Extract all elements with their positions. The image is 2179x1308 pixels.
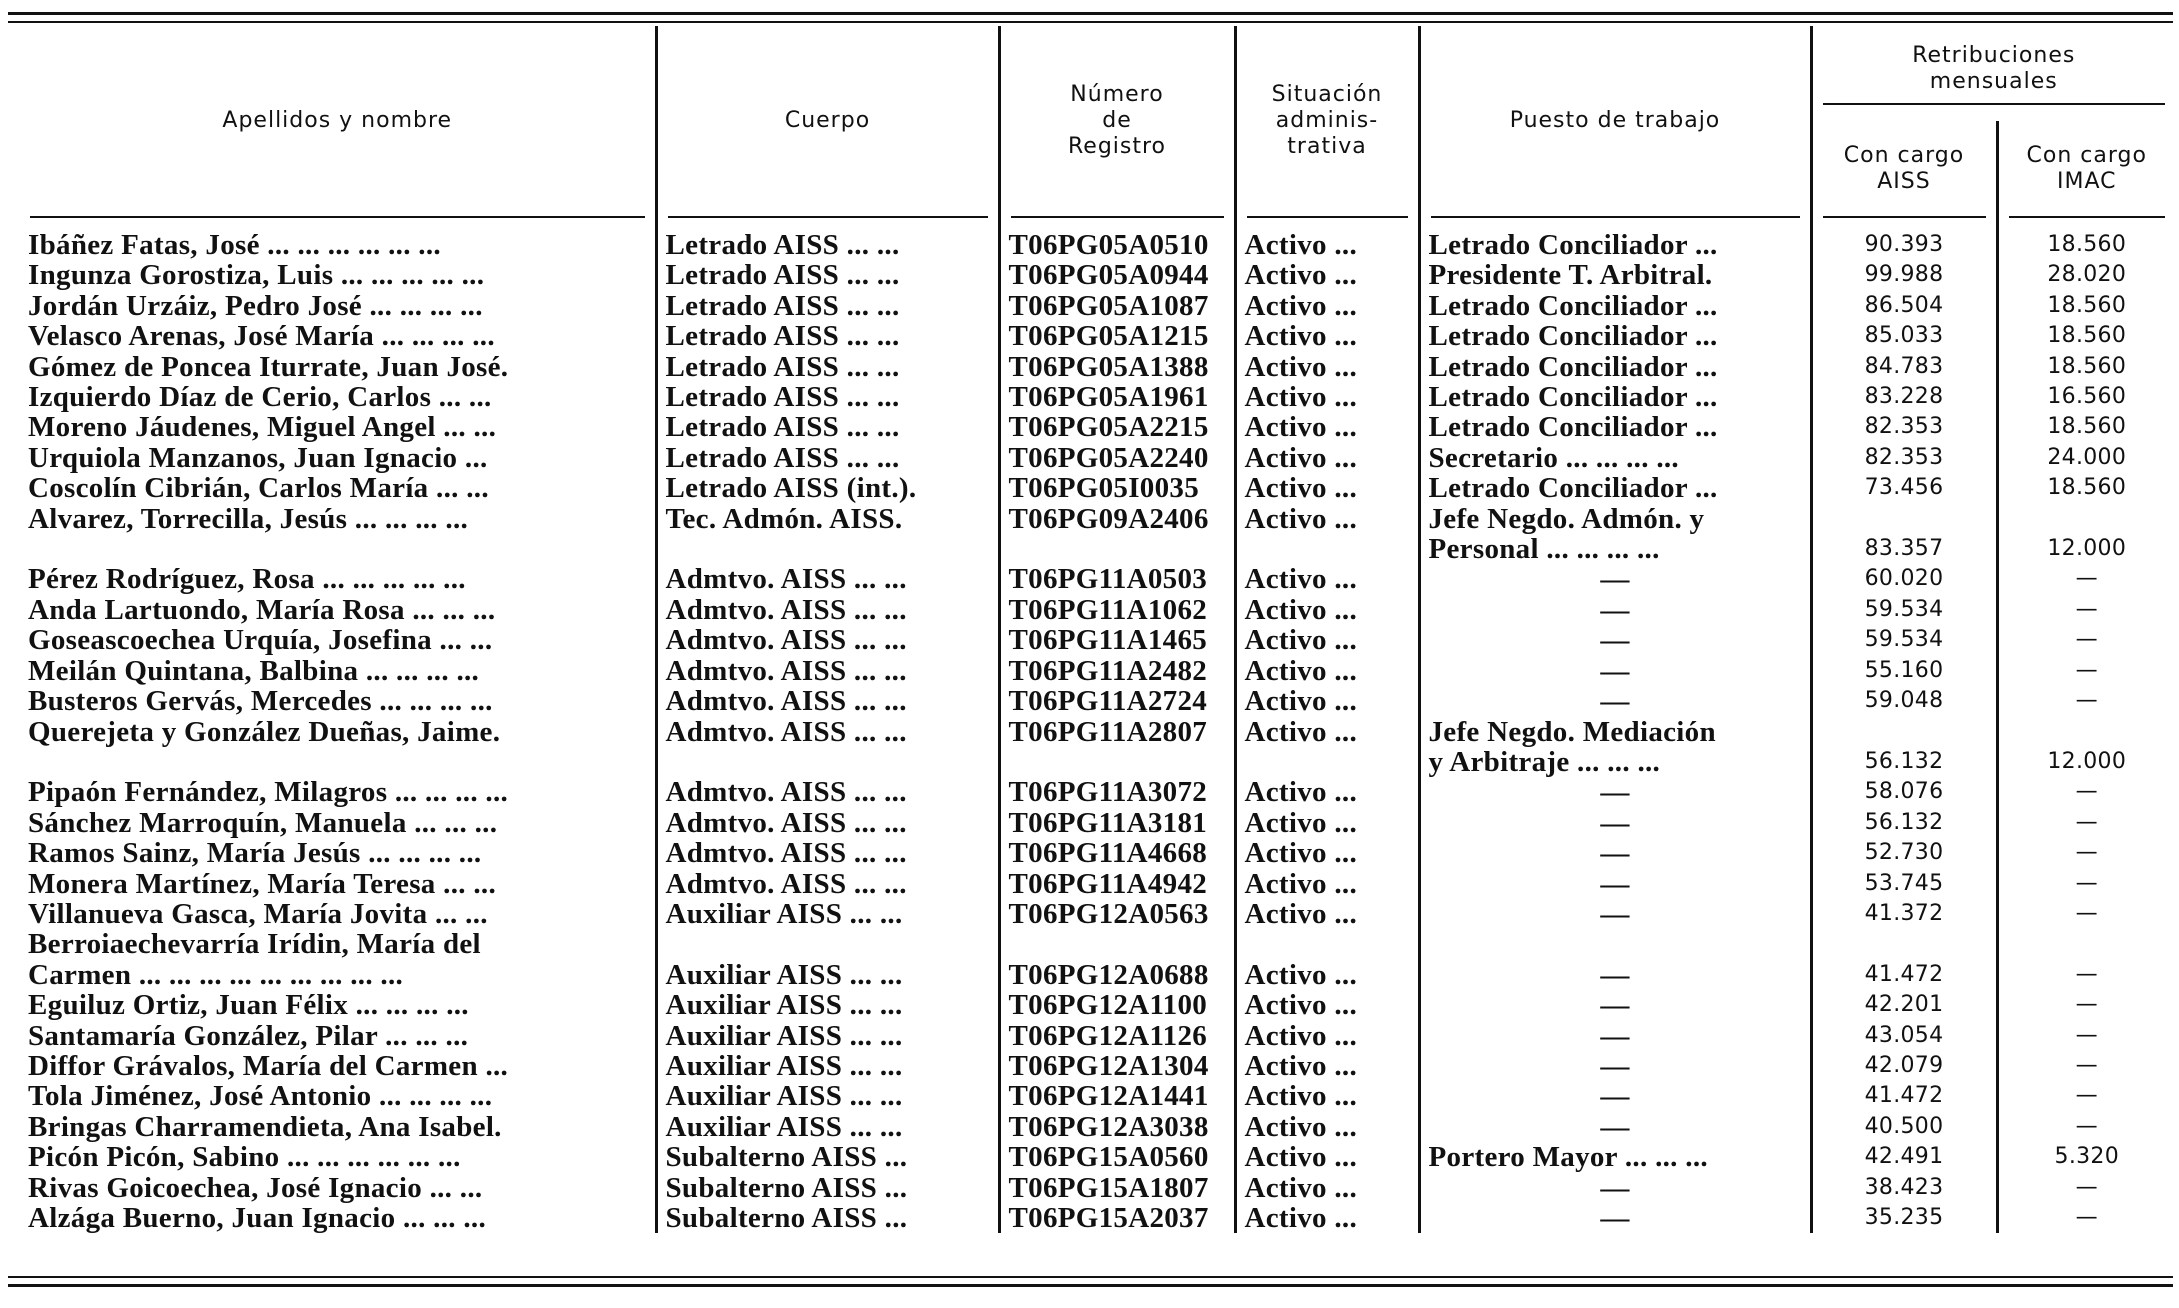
registro-cell: T06PG05A2215 (999, 412, 1235, 442)
name-cell: Gómez de Poncea Iturrate, Juan José. (28, 350, 509, 383)
cuerpo-cell: Admtvo. AISS ... ... (656, 838, 999, 868)
puesto-cell: Letrado Conciliador ... (1419, 382, 1811, 412)
situacion-cell: Activo ... (1235, 218, 1419, 260)
table-row (20, 1203, 2175, 1233)
top-rule-thick (8, 12, 2173, 15)
aiss-amount: 42.491 (1811, 1142, 1997, 1172)
imac-amount: 24.000 (1997, 443, 2175, 473)
registro-cell: T06PG11A2482 (999, 656, 1235, 686)
name-cell: Goseascoechea Urquía, Josefina ... ... (28, 624, 493, 657)
registro-cell: T06PG05A0510 (999, 218, 1235, 260)
aiss-amount: 73.456 (1811, 473, 1997, 503)
aiss-amount: 83.357 (1811, 504, 1997, 565)
situacion-cell: Activo ... (1235, 412, 1419, 442)
table-row (20, 1142, 2175, 1172)
imac-amount: 18.560 (1997, 321, 2175, 351)
aiss-amount: 41.472 (1811, 929, 1997, 990)
imac-amount: — (1997, 1203, 2175, 1233)
cuerpo-cell: Letrado AISS ... ... (656, 291, 999, 321)
puesto-cell: Letrado Conciliador ... (1419, 352, 1811, 382)
table-row (20, 869, 2175, 899)
aiss-amount: 35.235 (1811, 1203, 1997, 1233)
table-row (20, 564, 2175, 594)
situacion-cell: Activo ... (1235, 838, 1419, 868)
table-row (20, 1051, 2175, 1081)
registro-cell: T06PG11A2807 (999, 717, 1235, 778)
name-cell: Santamaría González, Pilar ... ... ... (28, 1019, 469, 1052)
name-cell: Monera Martínez, María Teresa ... ... (28, 867, 497, 900)
aiss-amount: 38.423 (1811, 1173, 1997, 1203)
registro-cell: T06PG15A2037 (999, 1203, 1235, 1233)
cuerpo-cell: Subalterno AISS ... (656, 1142, 999, 1172)
situacion-cell: Activo ... (1235, 291, 1419, 321)
imac-amount: — (1997, 869, 2175, 899)
puesto-cell: — (1419, 1081, 1811, 1111)
table-row (20, 686, 2175, 716)
imac-amount: 18.560 (1997, 473, 2175, 503)
table-row (20, 656, 2175, 686)
situacion-cell: Activo ... (1235, 869, 1419, 899)
situacion-cell: Activo ... (1235, 656, 1419, 686)
registro-cell: T06PG12A1126 (999, 1021, 1235, 1051)
puesto-cell: — (1419, 1112, 1811, 1142)
aiss-amount: 42.201 (1811, 990, 1997, 1020)
cuerpo-cell: Letrado AISS ... ... (656, 382, 999, 412)
header-registro: Número de Registro (999, 26, 1235, 218)
imac-amount: 16.560 (1997, 382, 2175, 412)
situacion-cell: Activo ... (1235, 504, 1419, 565)
situacion-cell: Activo ... (1235, 595, 1419, 625)
name-cell: Querejeta y González Dueñas, Jaime. (28, 715, 501, 748)
puesto-cell: — (1419, 595, 1811, 625)
cuerpo-cell: Auxiliar AISS ... ... (656, 1081, 999, 1111)
puesto-cell: — (1419, 564, 1811, 594)
name-cell: Ibáñez Fatas, José ... ... ... ... ... ... (28, 229, 441, 261)
name-cell: Meilán Quintana, Balbina ... ... ... ... (28, 654, 480, 687)
puesto-cell: — (1419, 1051, 1811, 1081)
name-cell: Moreno Jáudenes, Miguel Angel ... ... (28, 411, 497, 444)
table-row (20, 717, 2175, 778)
situacion-cell: Activo ... (1235, 808, 1419, 838)
table-row (20, 1173, 2175, 1203)
registro-cell: T06PG05A0944 (999, 260, 1235, 290)
cuerpo-cell: Auxiliar AISS ... ... (656, 899, 999, 929)
bottom-rule-thick (8, 1284, 2173, 1287)
situacion-cell: Activo ... (1235, 382, 1419, 412)
imac-amount: 18.560 (1997, 218, 2175, 260)
aiss-amount: 56.132 (1811, 808, 1997, 838)
aiss-amount: 83.228 (1811, 382, 1997, 412)
table-row (20, 504, 2175, 565)
name-cell: Pérez Rodríguez, Rosa ... ... ... ... ... (28, 563, 466, 596)
puesto-cell: — (1419, 838, 1811, 868)
situacion-cell: Activo ... (1235, 1142, 1419, 1172)
table-row (20, 382, 2175, 412)
situacion-cell: Activo ... (1235, 625, 1419, 655)
header-situacion: Situación adminis- trativa (1235, 26, 1419, 218)
header-retribuciones: Retribuciones mensuales (1811, 26, 2175, 121)
situacion-cell: Activo ... (1235, 260, 1419, 290)
cuerpo-cell: Letrado AISS ... ... (656, 352, 999, 382)
header-aiss: Con cargo AISS (1811, 121, 1997, 218)
puesto-cell: — (1419, 990, 1811, 1020)
puesto-cell: — (1419, 686, 1811, 716)
registro-cell: T06PG12A1304 (999, 1051, 1235, 1081)
imac-amount: 18.560 (1997, 352, 2175, 382)
name-cell: Alvarez, Torrecilla, Jesús ... ... ... ... (28, 502, 469, 535)
imac-amount: 12.000 (1997, 504, 2175, 565)
aiss-amount: 40.500 (1811, 1112, 1997, 1142)
puesto-cell: Letrado Conciliador ... (1419, 412, 1811, 442)
registro-cell: T06PG12A0563 (999, 899, 1235, 929)
puesto-cell: Presidente T. Arbitral. (1419, 260, 1811, 290)
puesto-cell: — (1419, 1173, 1811, 1203)
situacion-cell: Activo ... (1235, 990, 1419, 1020)
aiss-amount: 41.372 (1811, 899, 1997, 929)
situacion-cell: Activo ... (1235, 352, 1419, 382)
puesto-cell: — (1419, 625, 1811, 655)
puesto-cell: — (1419, 1203, 1811, 1233)
name-cell: Pipaón Fernández, Milagros ... ... ... ... (28, 776, 509, 809)
registro-cell: T06PG05A1388 (999, 352, 1235, 382)
table-row (20, 260, 2175, 290)
imac-amount: 12.000 (1997, 717, 2175, 778)
table-row (20, 291, 2175, 321)
name-cell: Ingunza Gorostiza, Luis ... ... ... ... ... (28, 259, 485, 292)
imac-amount: — (1997, 564, 2175, 594)
imac-amount: — (1997, 899, 2175, 929)
imac-amount: — (1997, 777, 2175, 807)
situacion-cell: Activo ... (1235, 1051, 1419, 1081)
aiss-amount: 86.504 (1811, 291, 1997, 321)
puesto-cell: Letrado Conciliador ... (1419, 291, 1811, 321)
name-cell: Jordán Urzáiz, Pedro José ... ... ... ... (28, 289, 483, 322)
cuerpo-cell: Admtvo. AISS ... ... (656, 869, 999, 899)
aiss-amount: 41.472 (1811, 1081, 1997, 1111)
imac-amount: — (1997, 686, 2175, 716)
situacion-cell: Activo ... (1235, 929, 1419, 990)
table-row (20, 929, 2175, 990)
situacion-cell: Activo ... (1235, 1081, 1419, 1111)
name-cell: Villanueva Gasca, María Jovita ... ... (28, 897, 488, 930)
cuerpo-cell: Letrado AISS ... ... (656, 260, 999, 290)
table-row (20, 218, 2175, 260)
registro-cell: T06PG15A0560 (999, 1142, 1235, 1172)
name-cell: Urquiola Manzanos, Juan Ignacio ... (28, 441, 488, 474)
cuerpo-cell: Auxiliar AISS ... ... (656, 1021, 999, 1051)
aiss-amount: 42.079 (1811, 1051, 1997, 1081)
aiss-amount: 85.033 (1811, 321, 1997, 351)
puesto-cell: Portero Mayor ... ... ... (1419, 1142, 1811, 1172)
table-row (20, 625, 2175, 655)
table-row (20, 321, 2175, 351)
cuerpo-cell: Letrado AISS ... ... (656, 321, 999, 351)
puesto-cell: Letrado Conciliador ... (1419, 473, 1811, 503)
name-cell: Picón Picón, Sabino ... ... ... ... ... ... (28, 1141, 461, 1174)
aiss-amount: 52.730 (1811, 838, 1997, 868)
registro-cell: T06PG12A1441 (999, 1081, 1235, 1111)
aiss-amount: 43.054 (1811, 1021, 1997, 1051)
puesto-cell: — (1419, 929, 1811, 990)
imac-amount: — (1997, 625, 2175, 655)
name-cell: Sánchez Marroquín, Manuela ... ... ... (28, 806, 498, 839)
name-cell: Rivas Goicoechea, José Ignacio ... ... (28, 1171, 483, 1204)
situacion-cell: Activo ... (1235, 321, 1419, 351)
cuerpo-cell: Auxiliar AISS ... ... (656, 990, 999, 1020)
bottom-rule-thin (8, 1276, 2173, 1278)
registro-cell: T06PG11A3181 (999, 808, 1235, 838)
header-cuerpo: Cuerpo (656, 26, 999, 218)
puesto-cell: Secretario ... ... ... ... (1419, 443, 1811, 473)
cuerpo-cell: Letrado AISS ... ... (656, 412, 999, 442)
aiss-amount: 59.534 (1811, 625, 1997, 655)
name-cell: Coscolín Cibrián, Carlos María ... ... (28, 472, 489, 505)
cuerpo-cell: Admtvo. AISS ... ... (656, 686, 999, 716)
aiss-amount: 58.076 (1811, 777, 1997, 807)
registro-cell: T06PG11A4668 (999, 838, 1235, 868)
table-row (20, 777, 2175, 807)
registro-cell: T06PG11A1465 (999, 625, 1235, 655)
staff-table (20, 26, 2175, 1233)
name-cell: Izquierdo Díaz de Cerio, Carlos ... ... (28, 381, 492, 414)
imac-amount: 18.560 (1997, 291, 2175, 321)
puesto-cell: — (1419, 808, 1811, 838)
cuerpo-cell: Admtvo. AISS ... ... (656, 808, 999, 838)
cuerpo-cell: Auxiliar AISS ... ... (656, 1112, 999, 1142)
header-puesto: Puesto de trabajo (1419, 26, 1811, 218)
registro-cell: T06PG05A1087 (999, 291, 1235, 321)
registro-cell: T06PG11A1062 (999, 595, 1235, 625)
registro-cell: T06PG11A0503 (999, 564, 1235, 594)
imac-amount: — (1997, 1112, 2175, 1142)
cuerpo-cell: Admtvo. AISS ... ... (656, 564, 999, 594)
imac-amount: — (1997, 1081, 2175, 1111)
aiss-amount: 55.160 (1811, 656, 1997, 686)
name-cell: Busteros Gervás, Mercedes ... ... ... ... (28, 685, 493, 718)
puesto-cell: — (1419, 1021, 1811, 1051)
puesto-cell: Jefe Negdo. Admón. y Personal ... ... ... ... (1419, 504, 1811, 565)
puesto-cell: Letrado Conciliador ... (1419, 218, 1811, 260)
table-row (20, 990, 2175, 1020)
situacion-cell: Activo ... (1235, 1021, 1419, 1051)
aiss-amount: 56.132 (1811, 717, 1997, 778)
table-row (20, 1081, 2175, 1111)
situacion-cell: Activo ... (1235, 1173, 1419, 1203)
name-cell: Bringas Charramendieta, Ana Isabel. (28, 1110, 502, 1143)
registro-cell: T06PG05I0035 (999, 473, 1235, 503)
name-cell: Diffor Grávalos, María del Carmen ... (28, 1049, 509, 1082)
cuerpo-cell: Subalterno AISS ... (656, 1203, 999, 1233)
table-row (20, 473, 2175, 503)
aiss-amount: 59.534 (1811, 595, 1997, 625)
registro-cell: T06PG12A0688 (999, 929, 1235, 990)
situacion-cell: Activo ... (1235, 686, 1419, 716)
imac-amount: — (1997, 808, 2175, 838)
registro-cell: T06PG05A2240 (999, 443, 1235, 473)
header-name: Apellidos y nombre (20, 26, 656, 218)
aiss-amount: 82.353 (1811, 443, 1997, 473)
situacion-cell: Activo ... (1235, 717, 1419, 778)
aiss-amount: 90.393 (1811, 218, 1997, 260)
imac-amount: — (1997, 1051, 2175, 1081)
imac-amount: 5.320 (1997, 1142, 2175, 1172)
table-row (20, 352, 2175, 382)
imac-amount: — (1997, 1021, 2175, 1051)
puesto-cell: — (1419, 777, 1811, 807)
cuerpo-cell: Subalterno AISS ... (656, 1173, 999, 1203)
aiss-amount: 53.745 (1811, 869, 1997, 899)
table-row (20, 838, 2175, 868)
registro-cell: T06PG15A1807 (999, 1173, 1235, 1203)
puesto-cell: — (1419, 869, 1811, 899)
situacion-cell: Activo ... (1235, 777, 1419, 807)
registro-cell: T06PG05A1961 (999, 382, 1235, 412)
registro-cell: T06PG05A1215 (999, 321, 1235, 351)
aiss-amount: 82.353 (1811, 412, 1997, 442)
top-rule-thin (8, 21, 2173, 23)
registro-cell: T06PG11A3072 (999, 777, 1235, 807)
imac-amount: — (1997, 656, 2175, 686)
header-imac: Con cargo IMAC (1997, 121, 2175, 218)
cuerpo-cell: Auxiliar AISS ... ... (656, 1051, 999, 1081)
registro-cell: T06PG11A4942 (999, 869, 1235, 899)
table-row (20, 1021, 2175, 1051)
registro-cell: T06PG12A1100 (999, 990, 1235, 1020)
aiss-amount: 60.020 (1811, 564, 1997, 594)
puesto-cell: Letrado Conciliador ... (1419, 321, 1811, 351)
puesto-cell: Jefe Negdo. Mediación y Arbitraje ... ... ... (1419, 717, 1811, 778)
name-cell: Berroiaechevarría Irídin, María del Carmen ... ... ... ... ... ... ... ... ... (28, 928, 481, 991)
situacion-cell: Activo ... (1235, 443, 1419, 473)
aiss-amount: 99.988 (1811, 260, 1997, 290)
cuerpo-cell: Letrado AISS ... ... (656, 218, 999, 260)
registro-cell: T06PG09A2406 (999, 504, 1235, 565)
name-cell: Velasco Arenas, José María ... ... ... ... (28, 320, 495, 353)
situacion-cell: Activo ... (1235, 473, 1419, 503)
cuerpo-cell: Admtvo. AISS ... ... (656, 625, 999, 655)
table-row (20, 1112, 2175, 1142)
cuerpo-cell: Admtvo. AISS ... ... (656, 595, 999, 625)
name-cell: Eguiluz Ortiz, Juan Félix ... ... ... ... (28, 989, 469, 1022)
cuerpo-cell: Letrado AISS ... ... (656, 443, 999, 473)
registro-cell: T06PG11A2724 (999, 686, 1235, 716)
imac-amount: — (1997, 595, 2175, 625)
table-row (20, 899, 2175, 929)
cuerpo-cell: Admtvo. AISS ... ... (656, 656, 999, 686)
situacion-cell: Activo ... (1235, 899, 1419, 929)
imac-amount: — (1997, 929, 2175, 990)
aiss-amount: 84.783 (1811, 352, 1997, 382)
name-cell: Ramos Sainz, María Jesús ... ... ... ... (28, 837, 482, 870)
cuerpo-cell: Auxiliar AISS ... ... (656, 929, 999, 990)
table-row (20, 808, 2175, 838)
situacion-cell: Activo ... (1235, 564, 1419, 594)
name-cell: Anda Lartuondo, María Rosa ... ... ... (28, 593, 496, 626)
imac-amount: — (1997, 1173, 2175, 1203)
cuerpo-cell: Letrado AISS (int.). (656, 473, 999, 503)
aiss-amount: 59.048 (1811, 686, 1997, 716)
imac-amount: 18.560 (1997, 412, 2175, 442)
registro-cell: T06PG12A3038 (999, 1112, 1235, 1142)
table-row (20, 412, 2175, 442)
imac-amount: 28.020 (1997, 260, 2175, 290)
puesto-cell: — (1419, 656, 1811, 686)
cuerpo-cell: Admtvo. AISS ... ... (656, 717, 999, 778)
cuerpo-cell: Admtvo. AISS ... ... (656, 777, 999, 807)
situacion-cell: Activo ... (1235, 1112, 1419, 1142)
name-cell: Alzága Buerno, Juan Ignacio ... ... ... (28, 1202, 487, 1234)
table-row (20, 595, 2175, 625)
name-cell: Tola Jiménez, José Antonio ... ... ... ... (28, 1080, 493, 1113)
imac-amount: — (1997, 990, 2175, 1020)
imac-amount: — (1997, 838, 2175, 868)
situacion-cell: Activo ... (1235, 1203, 1419, 1233)
cuerpo-cell: Tec. Admón. AISS. (656, 504, 999, 565)
table-row (20, 443, 2175, 473)
puesto-cell: — (1419, 899, 1811, 929)
